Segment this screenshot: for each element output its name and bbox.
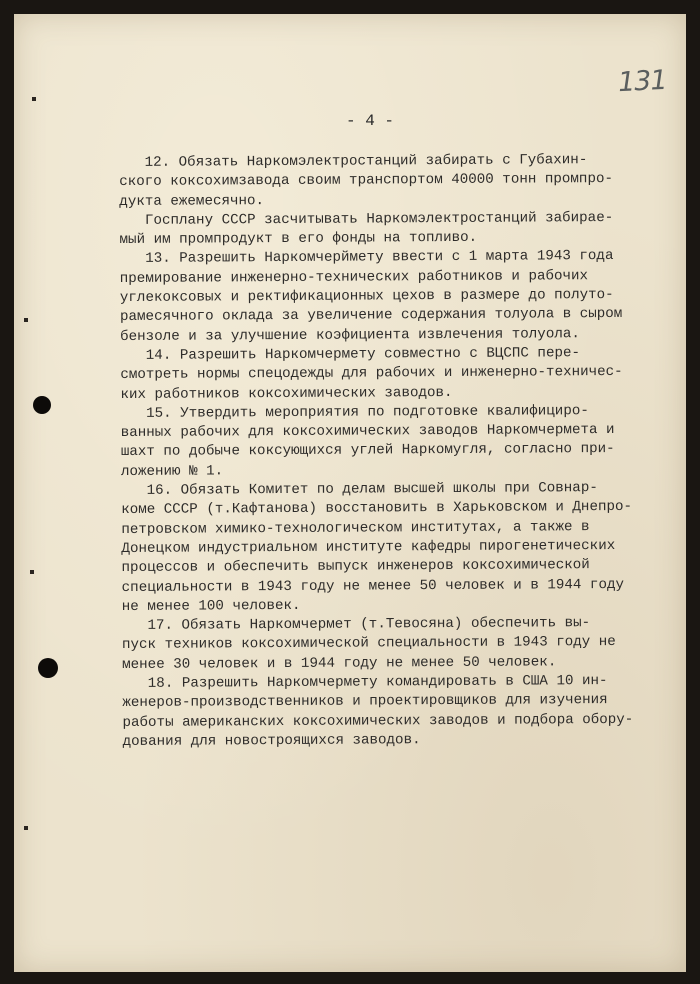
text-line: 12. Обязать Наркомэлектростанций забирать с Губахин-	[119, 152, 588, 171]
document-body	[119, 151, 683, 753]
binder-hole	[38, 658, 58, 678]
paragraph	[120, 344, 680, 405]
text-line: смотреть нормы спецодежды для рабочих и инженерно-техничес-	[120, 364, 623, 384]
text-line: премирование инженерно-технических работников и рабочих	[119, 267, 589, 287]
text-line: процессов и обеспечить выпуск инженеров коксохимической	[121, 557, 590, 577]
text-line: мый им промпродукт в его фонды на топливо.	[119, 230, 478, 249]
text-line: 14. Разрешить Наркомчермету совместно с ВЦСПС пере-	[120, 345, 581, 364]
binder-hole	[33, 396, 51, 414]
text-line: 17. Обязать Наркомчермет (т.Тевосяна) обеспечить вы-	[121, 615, 591, 635]
text-line: ского коксохимзавода своим транспортом 40000 тонн промпро-	[119, 171, 614, 191]
paragraph	[122, 672, 682, 753]
archive-page-number: 131	[617, 64, 668, 99]
text-line: 16. Обязать Комитет по делам высшей школы при Совнар-	[121, 480, 598, 500]
text-line: менее 30 человек и в 1944 году не менее 50 человек.	[122, 654, 557, 673]
text-line: работы американских коксохимических заводов и подбора обору-	[122, 711, 634, 731]
text-line: ложению № 1.	[120, 463, 224, 480]
paragraph	[119, 151, 679, 212]
margin-mark	[30, 570, 34, 574]
text-line: коме СССР (т.Кафтанова) восстановить в Харьковском и Днепро-	[121, 499, 633, 519]
text-line: ких работников коксохимических заводов.	[120, 384, 453, 403]
margin-mark	[32, 97, 36, 101]
text-line: Госплану СССР засчитывать Наркомэлектростанций забирае-	[119, 209, 614, 229]
page-number: - 4 -	[346, 112, 395, 130]
paragraph	[121, 401, 681, 482]
text-line: дукта ежемесячно.	[119, 192, 265, 210]
text-line: 18. Разрешить Наркомчермету командировать в США 10 ин-	[122, 673, 608, 693]
paragraph	[121, 479, 682, 617]
paragraph	[122, 614, 682, 675]
text-line: рамесячного оклада за увеличение содержания толуола в сыром	[119, 306, 623, 326]
text-line: пуск техников коксохимической специальности в 1943 году не	[121, 634, 616, 654]
text-line: не менее 100 человек.	[121, 597, 301, 615]
document-page	[14, 14, 686, 972]
text-line: 15. Утвердить мероприятия по подготовке квалифициро-	[120, 402, 589, 422]
text-line: 13. Разрешить Наркомчерймету ввести с 1 марта 1943 года	[119, 248, 614, 268]
margin-mark	[24, 826, 28, 830]
text-line: петровском химико-технологическом институтах, а также в	[121, 518, 590, 538]
text-line: дования для новостроящихся заводов.	[122, 732, 421, 750]
text-line: женеров-производственников и проектировщиков для изучения	[122, 692, 608, 712]
text-line: ванных рабочих для коксохимических заводов Наркомчермета и	[120, 422, 615, 442]
text-line: бензоле и за улучшение коэфициента извлечения толуола.	[120, 325, 580, 345]
paragraph	[120, 247, 681, 347]
paragraph	[119, 208, 679, 250]
text-line: углекоксовых и ректификационных цехов в размере до полуто-	[119, 287, 614, 307]
text-line: шахт по добыче коксующихся углей Наркомугля, согласно при-	[120, 441, 615, 461]
margin-mark	[24, 318, 28, 322]
text-line: специальности в 1943 году не менее 50 человек и в 1944 году	[121, 576, 625, 596]
text-line: Донецком индустриальном институте кафедры пирогенетических	[121, 537, 616, 557]
